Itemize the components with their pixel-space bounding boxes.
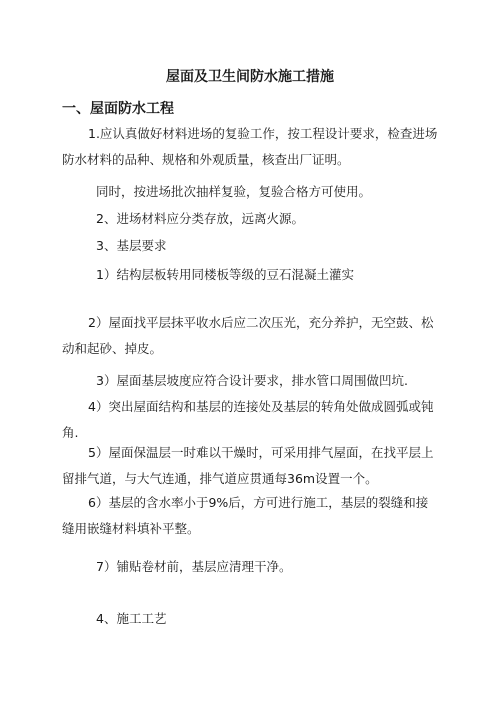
paragraph-sampling: 同时，按进场批次抽样复验，复验合格方可使用。 xyxy=(96,184,372,199)
paragraph-base-requirements: 3、基层要求 xyxy=(96,238,167,253)
requirement-item-3: 3）屋面基层坡度应符合设计要求，排水管口周围做凹坑. xyxy=(96,373,408,388)
paragraph-storage: 2、进场材料应分类存放，远离火源。 xyxy=(96,211,304,226)
requirement-item-2: 2）屋面找平层抹平收水后应二次压光，充分养护，无空鼓、松动和起砂、掉皮。 xyxy=(62,315,434,356)
requirement-item-1: 1）结构层板转用同楼板等级的豆石混凝土灌实 xyxy=(96,267,354,282)
requirement-item-5: 5）屋面保温层一时难以干燥时，可采用排气屋面，在找平层上留排气道，与大气连通，排气道应贯通每36m设置一个。 xyxy=(62,445,434,486)
requirement-item-4: 4）突出屋面结构和基层的连接处及基层的转角处做成圆弧或钝角. xyxy=(62,399,434,440)
document-title: 屋面及卫生间防水施工措施 xyxy=(166,69,334,85)
requirement-item-7: 7）铺贴卷材前，基层应清理干净。 xyxy=(96,559,292,574)
section-heading: 一、屋面防水工程 xyxy=(62,101,174,117)
paragraph-construction-process: 4、施工工艺 xyxy=(96,611,167,626)
requirement-item-6: 6）基层的含水率小于9%后，方可进行施工，基层的裂缝和接缝用嵌缝材料填补平整。 xyxy=(62,495,429,536)
paragraph-material-inspection: 1.应认真做好材料进场的复验工作，按工程设计要求，检查进场防水材料的品种、规格和外观质量，核查出厂证明。 xyxy=(62,126,438,167)
